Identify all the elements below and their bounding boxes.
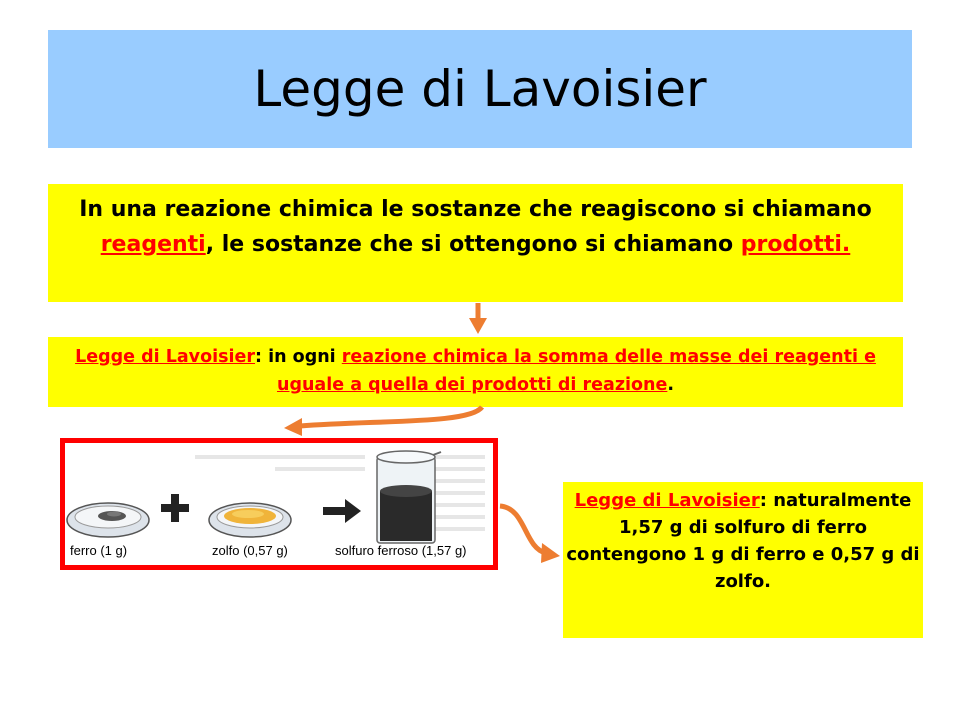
down-arrow-icon (469, 303, 487, 334)
definition-text-1: In una reazione chimica le sostanze che reagiscono si chiamano (79, 197, 872, 222)
slide-title: Legge di Lavoisier (253, 60, 707, 118)
products-link[interactable]: prodotti. (740, 232, 851, 257)
curved-arrow-icon (284, 407, 482, 436)
law-text-1: : in ogni (255, 347, 342, 367)
lavoisier-law-link[interactable]: Legge di Lavoisier (75, 347, 256, 367)
curved-arrow-icon-2 (500, 506, 560, 563)
law-statement-link[interactable]: reazione chimica la somma delle masse dei reagenti e uguale a quella dei prodotti di reazione (276, 347, 876, 395)
caption-product: solfuro ferroso (1,57 g) (335, 543, 467, 558)
example-text: : naturalmente 1,57 g di solfuro di ferro contengono 1 g di ferro e 0,57 g di zolfo. (566, 490, 920, 592)
reagents-link[interactable]: reagenti (100, 232, 206, 257)
caption-sulfur: zolfo (0,57 g) (212, 543, 288, 558)
law-text-2: . (667, 375, 675, 395)
definition-text-2: , le sostanze che si ottengono si chiamano (205, 232, 741, 257)
lavoisier-law-link-2[interactable]: Legge di Lavoisier (574, 490, 760, 511)
caption-iron: ferro (1 g) (70, 543, 128, 558)
